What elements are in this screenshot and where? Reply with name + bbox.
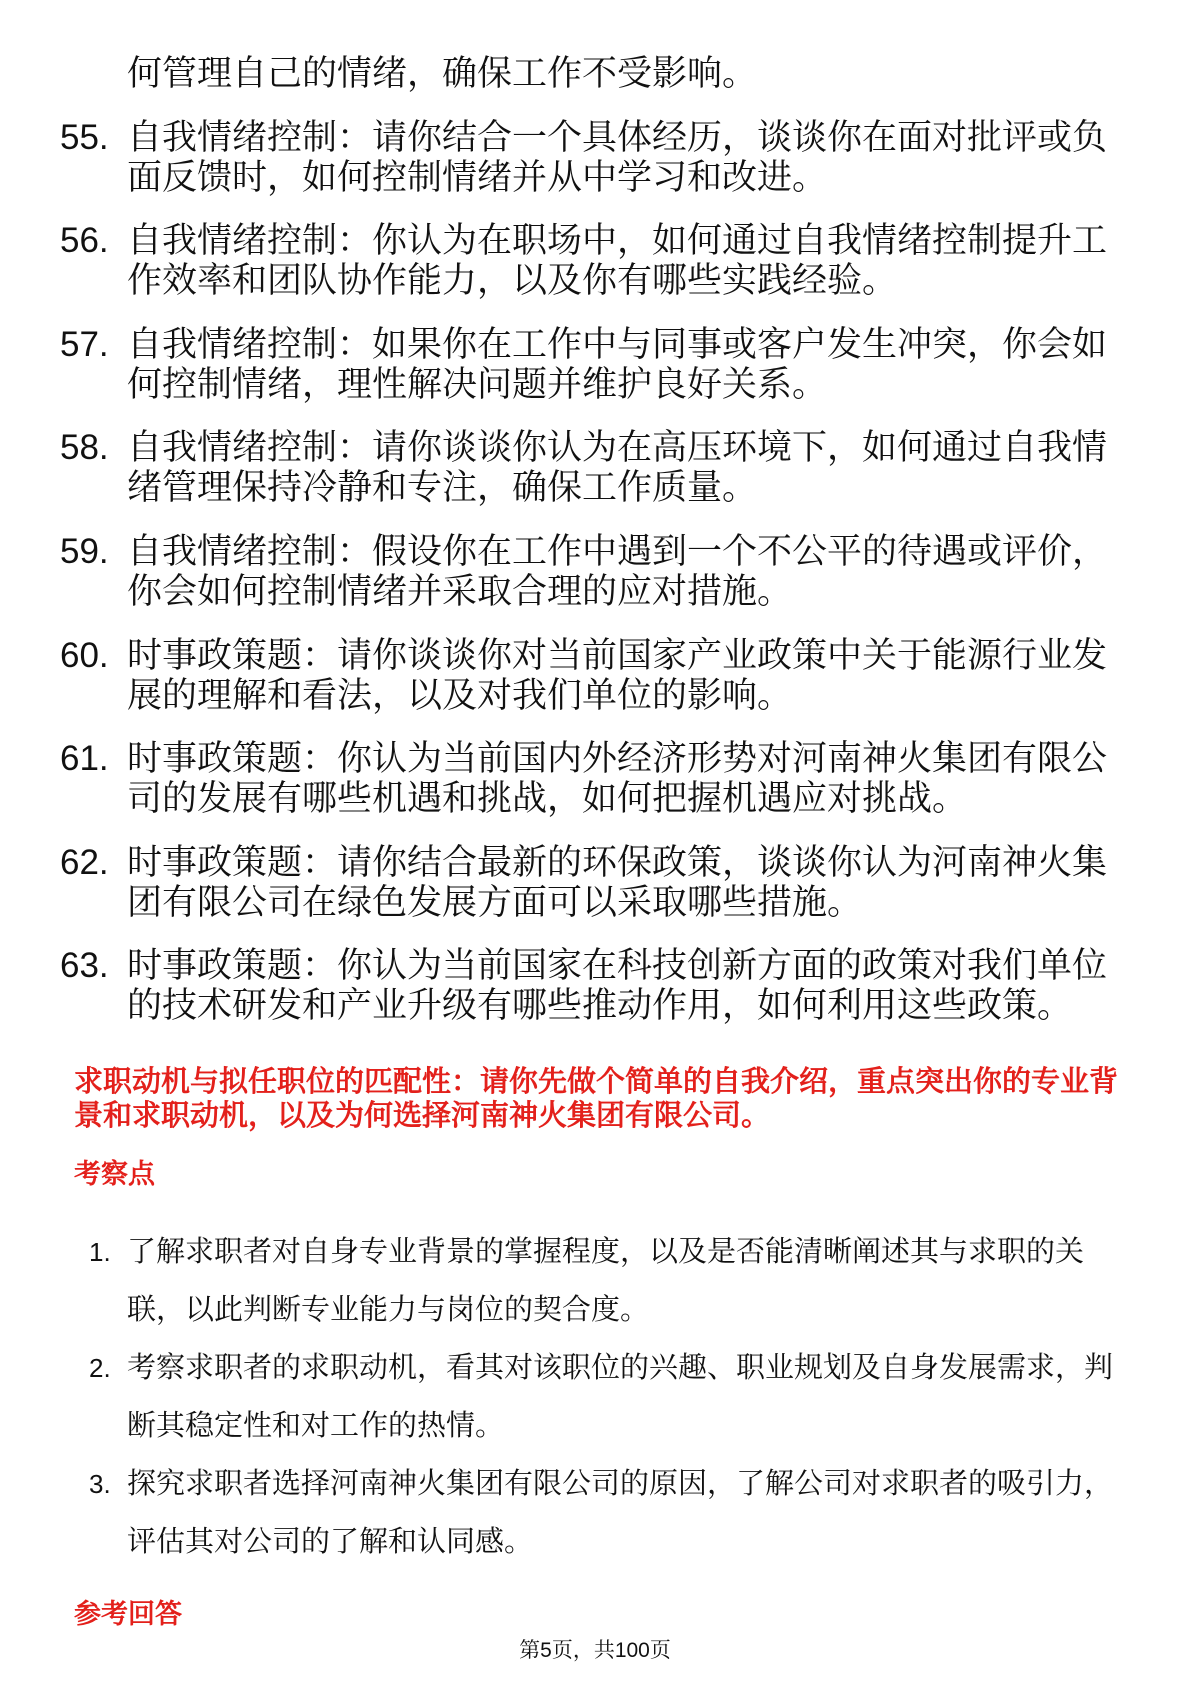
- item-number: 57.: [60, 324, 109, 364]
- item-number: 60.: [60, 635, 109, 675]
- item-number: 62.: [60, 842, 109, 882]
- question-heading: [74, 1065, 1118, 1133]
- item-line: 自我情绪控制：请你谈谈你认为在高压环境下，如何通过自我情: [127, 428, 1108, 468]
- item-number: 56.: [60, 221, 109, 261]
- list-item: [0, 118, 1190, 198]
- page-footer: 第5页，共100页: [519, 1639, 671, 1662]
- item-line: 时事政策题：你认为当前国家在科技创新方面的政策对我们单位: [127, 946, 1108, 986]
- point-line: 联，以此判断专业能力与岗位的契合度。: [127, 1294, 650, 1326]
- list-item: [0, 946, 1190, 1026]
- list-item: [0, 428, 1190, 508]
- list-item: [0, 221, 1190, 301]
- points-title: 考察点: [74, 1159, 155, 1189]
- question-line: 求职动机与拟任职位的匹配性：请你先做个简单的自我介绍，重点突出你的专业背: [74, 1066, 1119, 1098]
- point-line: 探究求职者选择河南神火集团有限公司的原因，了解公司对求职者的吸引力，: [127, 1468, 1114, 1500]
- point-line: 断其稳定性和对工作的热情。: [127, 1410, 505, 1442]
- item-line: 何控制情绪，理性解决问题并维护良好关系。: [127, 364, 828, 404]
- item-line: 司的发展有哪些机遇和挑战，如何把握机遇应对挑战。: [127, 779, 968, 819]
- question-list: [0, 54, 1190, 1050]
- point-line: 评估其对公司的了解和认同感。: [127, 1526, 534, 1558]
- point-line: 考察求职者的求职动机，看其对该职位的兴趣、职业规划及自身发展需求，判: [127, 1352, 1114, 1384]
- item-line: 作效率和团队协作能力，以及你有哪些实践经验。: [127, 261, 898, 301]
- item-line: 自我情绪控制：请你结合一个具体经历，谈谈你在面对批评或负: [127, 117, 1108, 157]
- answer-title: 参考回答: [74, 1599, 182, 1629]
- point-item: [0, 1455, 1190, 1571]
- point-number: 2.: [89, 1353, 111, 1383]
- point-number: 1.: [89, 1237, 111, 1267]
- item-number: 58.: [60, 428, 109, 468]
- item-number: 55.: [60, 117, 109, 157]
- item-line: 时事政策题：你认为当前国内外经济形势对河南神火集团有限公: [127, 739, 1108, 779]
- point-line: 了解求职者对自身专业背景的掌握程度，以及是否能清晰阐述其与求职的关: [127, 1236, 1085, 1268]
- item-line: 的技术研发和产业升级有哪些推动作用，如何利用这些政策。: [127, 986, 1073, 1026]
- list-item: [0, 325, 1190, 405]
- list-item: [0, 636, 1190, 716]
- item-number: 61.: [60, 739, 109, 779]
- question-line: 景和求职动机，以及为何选择河南神火集团有限公司。: [74, 1100, 771, 1132]
- point-number: 3.: [89, 1469, 111, 1499]
- continuation-line: 何管理自己的情绪，确保工作不受影响。: [127, 54, 758, 93]
- item-line: 时事政策题：请你谈谈你对当前国家产业政策中关于能源行业发: [127, 635, 1108, 675]
- item-line: 面反馈时，如何控制情绪并从中学习和改进。: [127, 157, 828, 197]
- item-line: 团有限公司在绿色发展方面可以采取哪些措施。: [127, 882, 863, 922]
- list-item: [0, 843, 1190, 923]
- points-list: [0, 1223, 1190, 1571]
- item-line: 绪管理保持冷静和专注，确保工作质量。: [127, 468, 758, 508]
- item-line: 自我情绪控制：如果你在工作中与同事或客户发生冲突，你会如: [127, 324, 1108, 364]
- item-number: 59.: [60, 531, 109, 571]
- list-item: [0, 739, 1190, 819]
- item-line: 时事政策题：请你结合最新的环保政策，谈谈你认为河南神火集: [127, 842, 1108, 882]
- point-item: [0, 1339, 1190, 1455]
- item-line: 你会如何控制情绪并采取合理的应对措施。: [127, 571, 793, 611]
- point-item: [0, 1223, 1190, 1339]
- continuation-item: [0, 54, 1190, 94]
- list-item: [0, 532, 1190, 612]
- item-number: 63.: [60, 946, 109, 986]
- item-line: 展的理解和看法，以及对我们单位的影响。: [127, 675, 793, 715]
- item-line: 自我情绪控制：假设你在工作中遇到一个不公平的待遇或评价，: [127, 531, 1108, 571]
- item-line: 自我情绪控制：你认为在职场中，如何通过自我情绪控制提升工: [127, 221, 1108, 261]
